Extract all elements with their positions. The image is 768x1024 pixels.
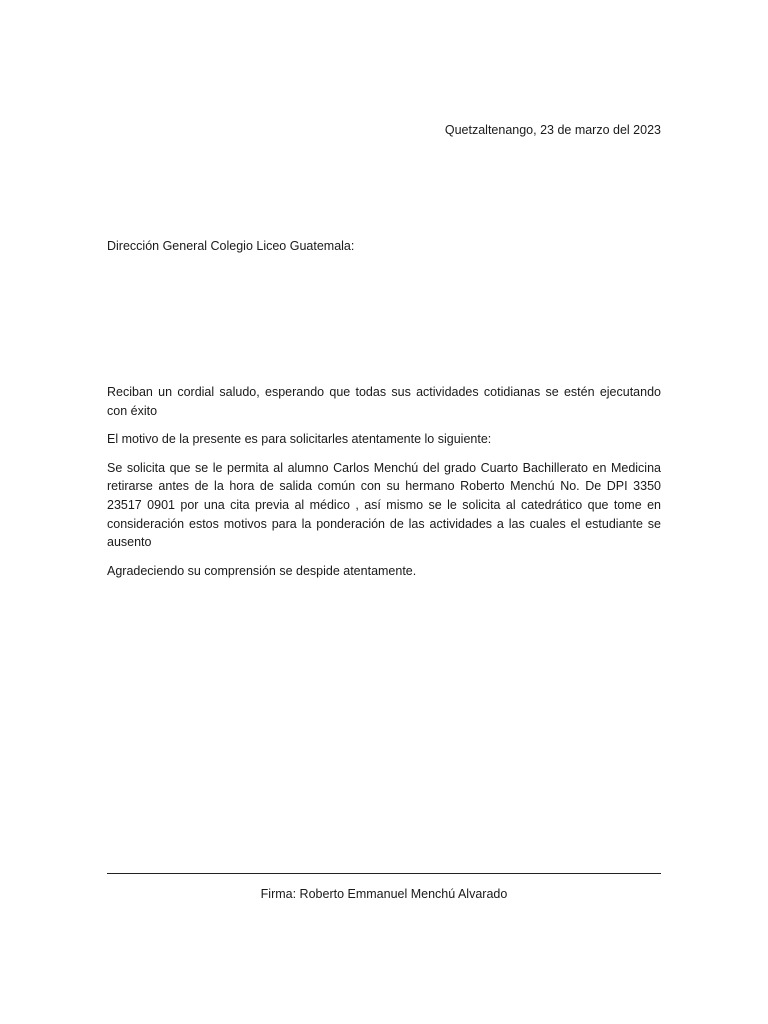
paragraph-request: Se solicita que se le permita al alumno Carlos Menchú del grado Cuarto Bachillerato en Medicina retirarse antes de la hora de salida común con su hermano Roberto Menchú No. De DPI 3350 23517 0901 por una cita previa al médico , así mismo se le solicita al catedrático que tome en consideración estos motivos para la ponderación de las actividades a las cuales el estudiante se ausento xyxy=(107,460,661,550)
signature-text: Firma: Roberto Emmanuel Menchú Alvarado xyxy=(260,887,508,901)
date-line: Quetzaltenango, 23 de marzo del 2023 xyxy=(444,123,661,137)
paragraph-closing: Agradeciendo su comprensión se despide atentamente. xyxy=(107,563,417,578)
letter-body xyxy=(107,383,661,590)
signature-line xyxy=(107,873,661,874)
paragraph-purpose: El motivo de la presente es para solicitarles atentamente lo siguiente: xyxy=(107,432,492,447)
paragraph-greeting: Reciban un cordial saludo, esperando que todas sus actividades cotidianas se estén ejecutando con éxito xyxy=(107,385,661,418)
recipient-line: Dirección General Colegio Liceo Guatemala: xyxy=(107,239,355,253)
